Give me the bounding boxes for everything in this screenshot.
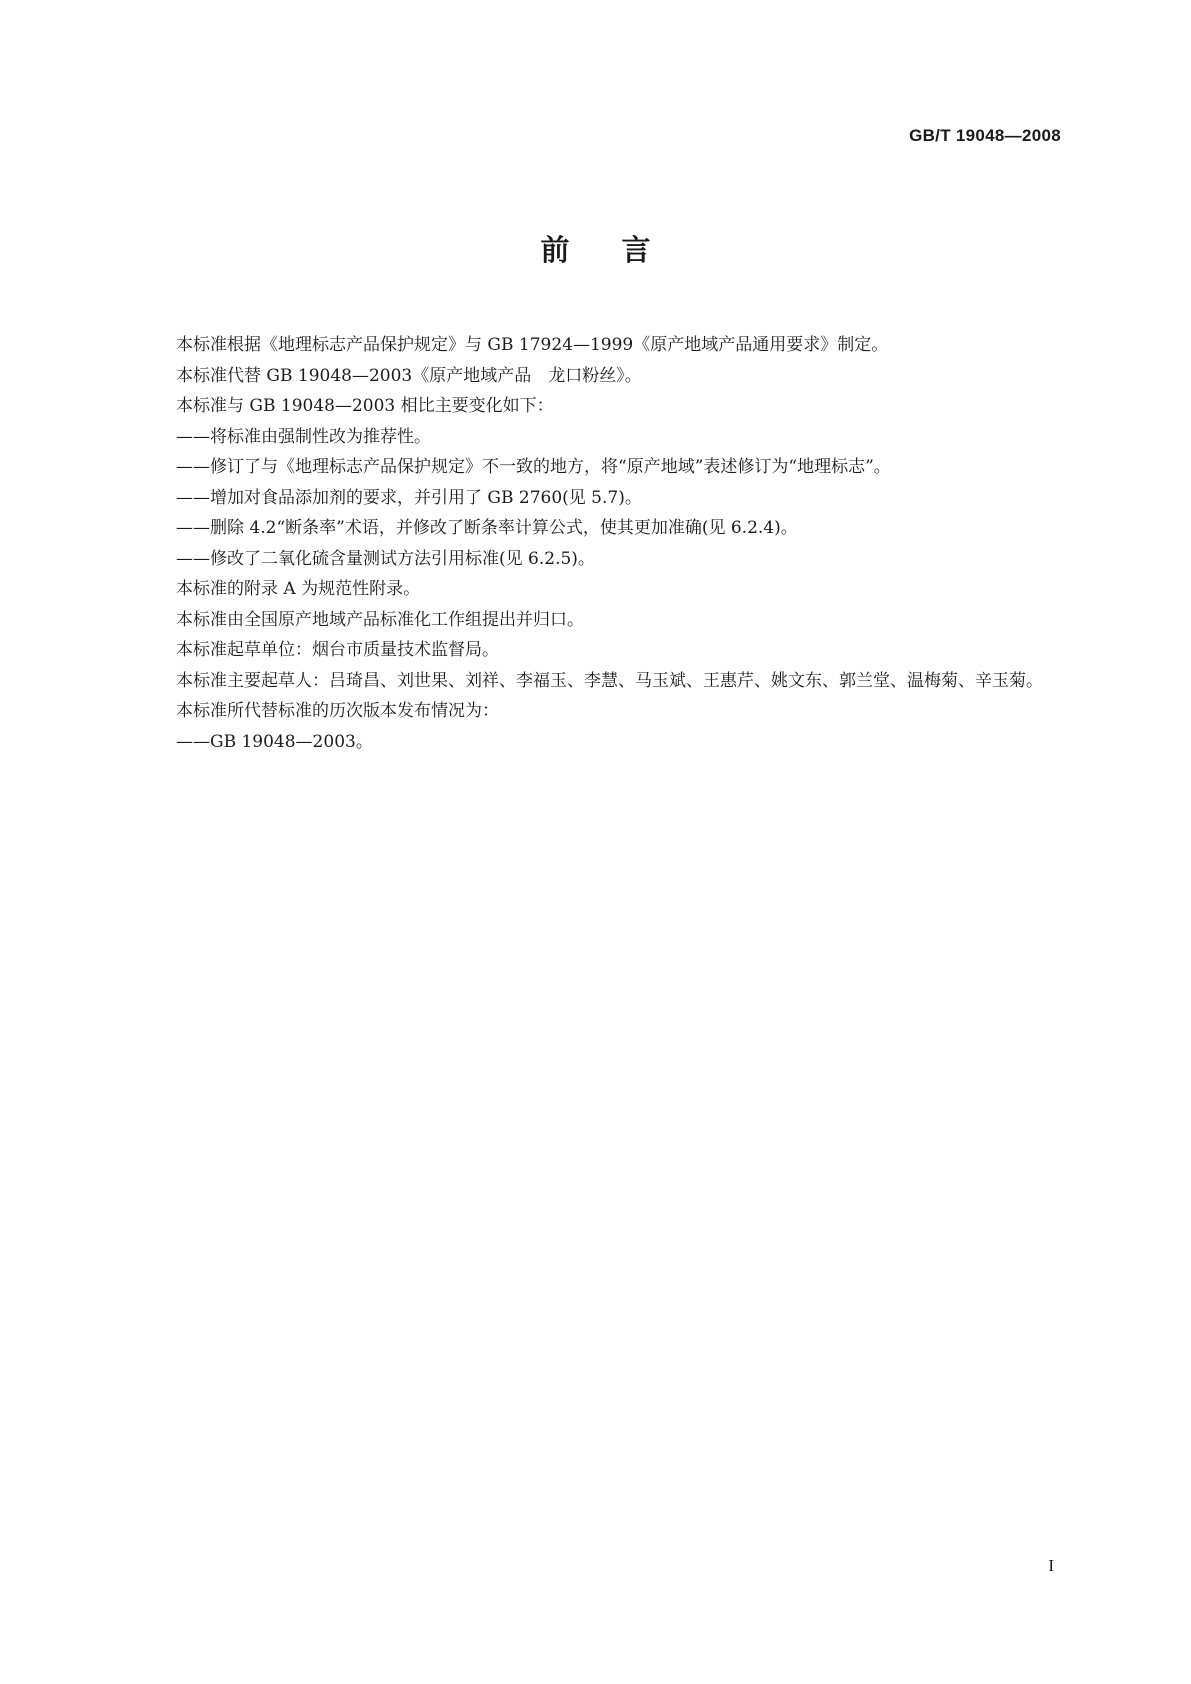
paragraph-replaces: 本标准代替 GB 19048—2003《原产地域产品 龙口粉丝》。	[176, 365, 642, 386]
paragraph-drafting-unit: 本标准起草单位：烟台市质量技术监督局。	[176, 640, 499, 660]
paragraph-drafters: 本标准主要起草人：吕琦昌、刘世果、刘祥、李福玉、李慧、马玉斌、王惠芹、姚文东、郭兰堂、温梅菊、辛玉菊。	[176, 670, 1043, 691]
foreword-body	[136, 330, 1070, 757]
list-item-change: ——修改了二氧化硫含量测试方法引用标准(见 6.2.5)。	[176, 548, 595, 569]
list-item-change: ——修订了与《地理标志产品保护规定》不一致的地方，将“原产地域”表述修订为“地理标志”。	[176, 457, 891, 477]
paragraph-proposer: 本标准由全国原产地域产品标准化工作组提出并归口。	[176, 609, 584, 630]
page-number: I	[1048, 1556, 1054, 1575]
paragraph-basis: 本标准根据《地理标志产品保护规定》与 GB 17924—1999《原产地域产品通用要求》制定。	[176, 335, 889, 355]
list-item-change: ——删除 4.2“断条率”术语，并修改了断条率计算公式，使其更加准确(见 6.2.4)。	[176, 518, 798, 538]
list-item-history: ——GB 19048—2003。	[176, 731, 373, 752]
list-item-change: ——增加对食品添加剂的要求，并引用了 GB 2760(见 5.7)。	[176, 487, 642, 508]
paragraph-history-intro: 本标准所代替标准的历次版本发布情况为：	[176, 701, 499, 721]
standard-number: GB/T 19048—2008	[909, 126, 1061, 145]
paragraph-annex: 本标准的附录 A 为规范性附录。	[176, 579, 421, 599]
list-item-change: ——将标准由强制性改为推荐性。	[176, 426, 431, 447]
page-title: 前言	[540, 233, 703, 267]
paragraph-changes-intro: 本标准与 GB 19048—2003 相比主要变化如下：	[176, 396, 554, 416]
